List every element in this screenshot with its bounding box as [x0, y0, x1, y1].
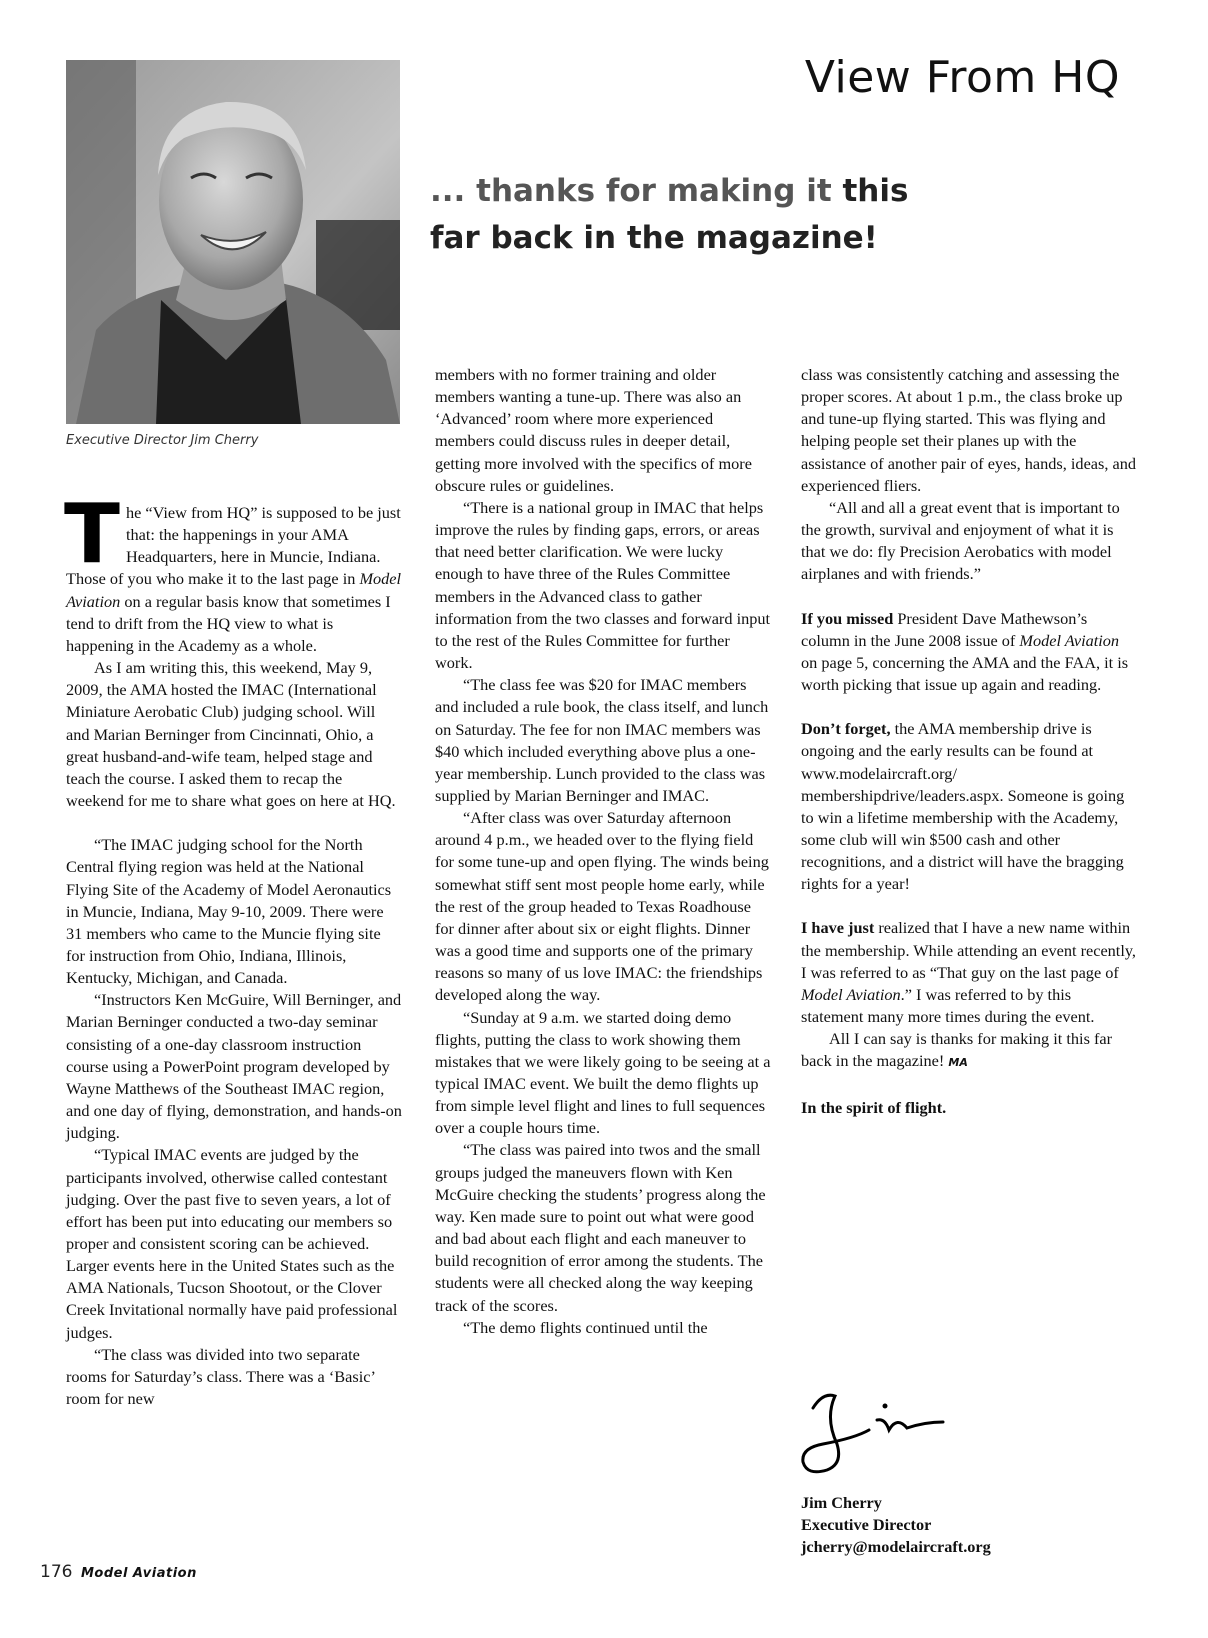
author-email: jcherry@modelaircraft.org [801, 1537, 991, 1556]
paragraph: “Sunday at 9 a.m. we started doing demo flights, putting the class to work showing them mistakes that we were likely going to be seeing at a typical IMAC event. We built the demo flights up from simple level flight and lines to full sequences over a couple hours time. [435, 1007, 771, 1138]
paragraph [64, 487, 402, 657]
paragraph: “All and all a great event that is important to the growth, survival and enjoyment of what it is that we do: fly Precision Aerobatics with model airplanes and with friends.” [801, 497, 1120, 584]
author-title: Executive Director [801, 1515, 932, 1534]
paragraph: As I am writing this, this weekend, May 9, 2009, the AMA hosted the IMAC (International Miniature Aerobatic Club) judging school. Will and Marian Berninger from Cincinnati, Ohio, a great husband-and-wife team, helped stage and teach the course. I asked them to recap the weekend for me to share what goes on here at HQ. [66, 658, 396, 811]
paragraph [801, 1028, 1136, 1074]
portrait-photo [66, 60, 400, 424]
paragraph-text: the AMA membership drive is ongoing and the early results can be found at www.modelaircraft.org/ membershipdrive/leaders.aspx. Someone is going to win a lifetime membership with the Academy, some club will win $500 cash and other recognitions, and a district will have the bragging rights for a year! [801, 719, 1125, 894]
sign-off-text: In the spirit of flight. [801, 1097, 947, 1117]
paragraph: members with no former training and older members wanting a tune-up. There was also an ‘Advanced’ room where more experienced members could discuss rules in deeper detail, getting more involved with the specifics of more obscure rules or guidelines. [435, 365, 752, 495]
lead-in: Don’t forget, [801, 719, 891, 739]
lead-in: I have just [801, 918, 875, 938]
sign-off [801, 1097, 1136, 1119]
paragraph [801, 917, 1136, 1028]
page-number: 176 [40, 1562, 73, 1582]
article-column-2 [435, 364, 771, 1339]
paragraph [801, 718, 1136, 895]
paragraph-text: on page 5, concerning the AMA and the FAA, it is worth picking that issue up again and reading. [801, 652, 1129, 695]
author-name: Jim Cherry [801, 1493, 882, 1512]
paragraph: class was consistently catching and assessing the proper scores. At about 1 p.m., the class broke up and tune-up flying started. This was flying and helping people set their planes up with the assistance of another pair of eyes, hands, ideas, and experienced fliers. [801, 365, 1137, 495]
photo-caption: Executive Director Jim Cherry [66, 433, 259, 448]
section-title: View From HQ [804, 52, 1120, 103]
paragraph: “The class was paired into twos and the small groups judged the maneuvers flown with Ken McGuire checking the students’ progress along the way. Ken made sure to point out what were good and bad about each flight and each maneuver to build recognition of error among the students. The students were all checked along the way keeping track of the scores. [435, 1140, 766, 1315]
headline-light: ... thanks for making it [430, 173, 843, 209]
paragraph: “Instructors Ken McGuire, Will Berninger, and Marian Berninger conducted a two-day seminar consisting of a one-day classroom instruction course using a PowerPoint program developed by Wayne Matthews of the Southeast IMAC region, and one day of flying, demonstration, and hands-on judging. [66, 990, 402, 1143]
paragraph-text: All I can say is thanks for making it this far back in the magazine! [801, 1029, 1113, 1071]
paragraph-text: President Dave Mathewson’s column in the June 2008 issue of [801, 608, 1088, 650]
paragraph: “There is a national group in IMAC that helps improve the rules by finding gaps, errors, or areas that need better clarification. We were lucky enough to have three of the Rules Committee members in the Advanced class to gather information from the two classes and forward input to the rest of the Rules Committee for further work. [435, 497, 771, 673]
paragraph: “The class was divided into two separate rooms for Saturday’s class. There was a ‘Basic’ room for new [66, 1344, 375, 1409]
page-footer [40, 1561, 197, 1582]
lead-in: If you missed [801, 608, 894, 628]
paragraph: “After class was over Saturday afternoon around 4 p.m., we headed over to the flying field for some tune-up and open flying. The winds being somewhat stiff sent most people home early, while the rest of the group headed to Texas Roadhouse for dinner after about six or eight flights. Dinner was a good time and supports one of the primary reasons so many of us love IMAC: the friendships developed along the way. [435, 808, 769, 1005]
drop-cap: T [64, 487, 120, 582]
paragraph-text: he “View from HQ” is supposed to be just that: the happenings in your AMA Headquarters, here in Muncie, Indiana. Those of you who make it to the last page in [66, 503, 401, 589]
paragraph: “The IMAC judging school for the North Central flying region was held at the National Flying Site of the Academy of Model Aeronautics in Muncie, Indiana, May 9-10, 2009. There were 31 members who came to the Muncie flying site for instruction from Ohio, Indiana, Illinois, Kentucky, Michigan, and Canada. [66, 835, 392, 988]
paragraph-text: .” I was referred to by this statement many more times during the event. [801, 984, 1095, 1027]
paragraph-text: on a regular basis know that sometimes I tend to drift from the HQ view to what is happening in the Academy as a whole. [66, 591, 391, 655]
magazine-name: Model Aviation [801, 984, 901, 1004]
magazine-logo: Model Aviation [80, 1566, 197, 1581]
paragraph-text: realized that I have a new name within the membership. While attending an event recently, I was referred to as “That guy on the last page of [801, 918, 1137, 982]
signature-block [801, 1492, 991, 1558]
paragraph: “Typical IMAC events are judged by the participants involved, otherwise called contestant judging. Over the past five to seven years, a lot of effort has been put into educating our members so proper and consistent scoring can be achieved. Larger events here in the United States such as the AMA Nationals, Tucson Shootout, or the Clover Creek Invitational normally have paid professional judges. [66, 1145, 398, 1342]
paragraph: “The class fee was $20 for IMAC members and included a rule book, the class itself, and lunch on Saturday. The fee for non IMAC members was $40 which included everything above plus a one-year membership. Lunch provided to the class was supplied by Marian Berninger and IMAC. [435, 675, 769, 805]
headline-bold-2: far back in the magazine! [430, 220, 878, 256]
paragraph: “The demo flights continued until the [463, 1317, 708, 1337]
headline [430, 168, 990, 262]
headline-bold-1: this [842, 173, 909, 209]
paragraph [801, 608, 1136, 697]
handwritten-signature [795, 1378, 995, 1484]
article-column-3 [801, 364, 1136, 1119]
portrait-illustration [66, 60, 400, 424]
magazine-name: Model Aviation [1019, 630, 1120, 650]
article-column-1 [64, 487, 402, 1410]
end-mark: MA [948, 1056, 968, 1070]
magazine-name: Model Aviation [66, 569, 402, 611]
